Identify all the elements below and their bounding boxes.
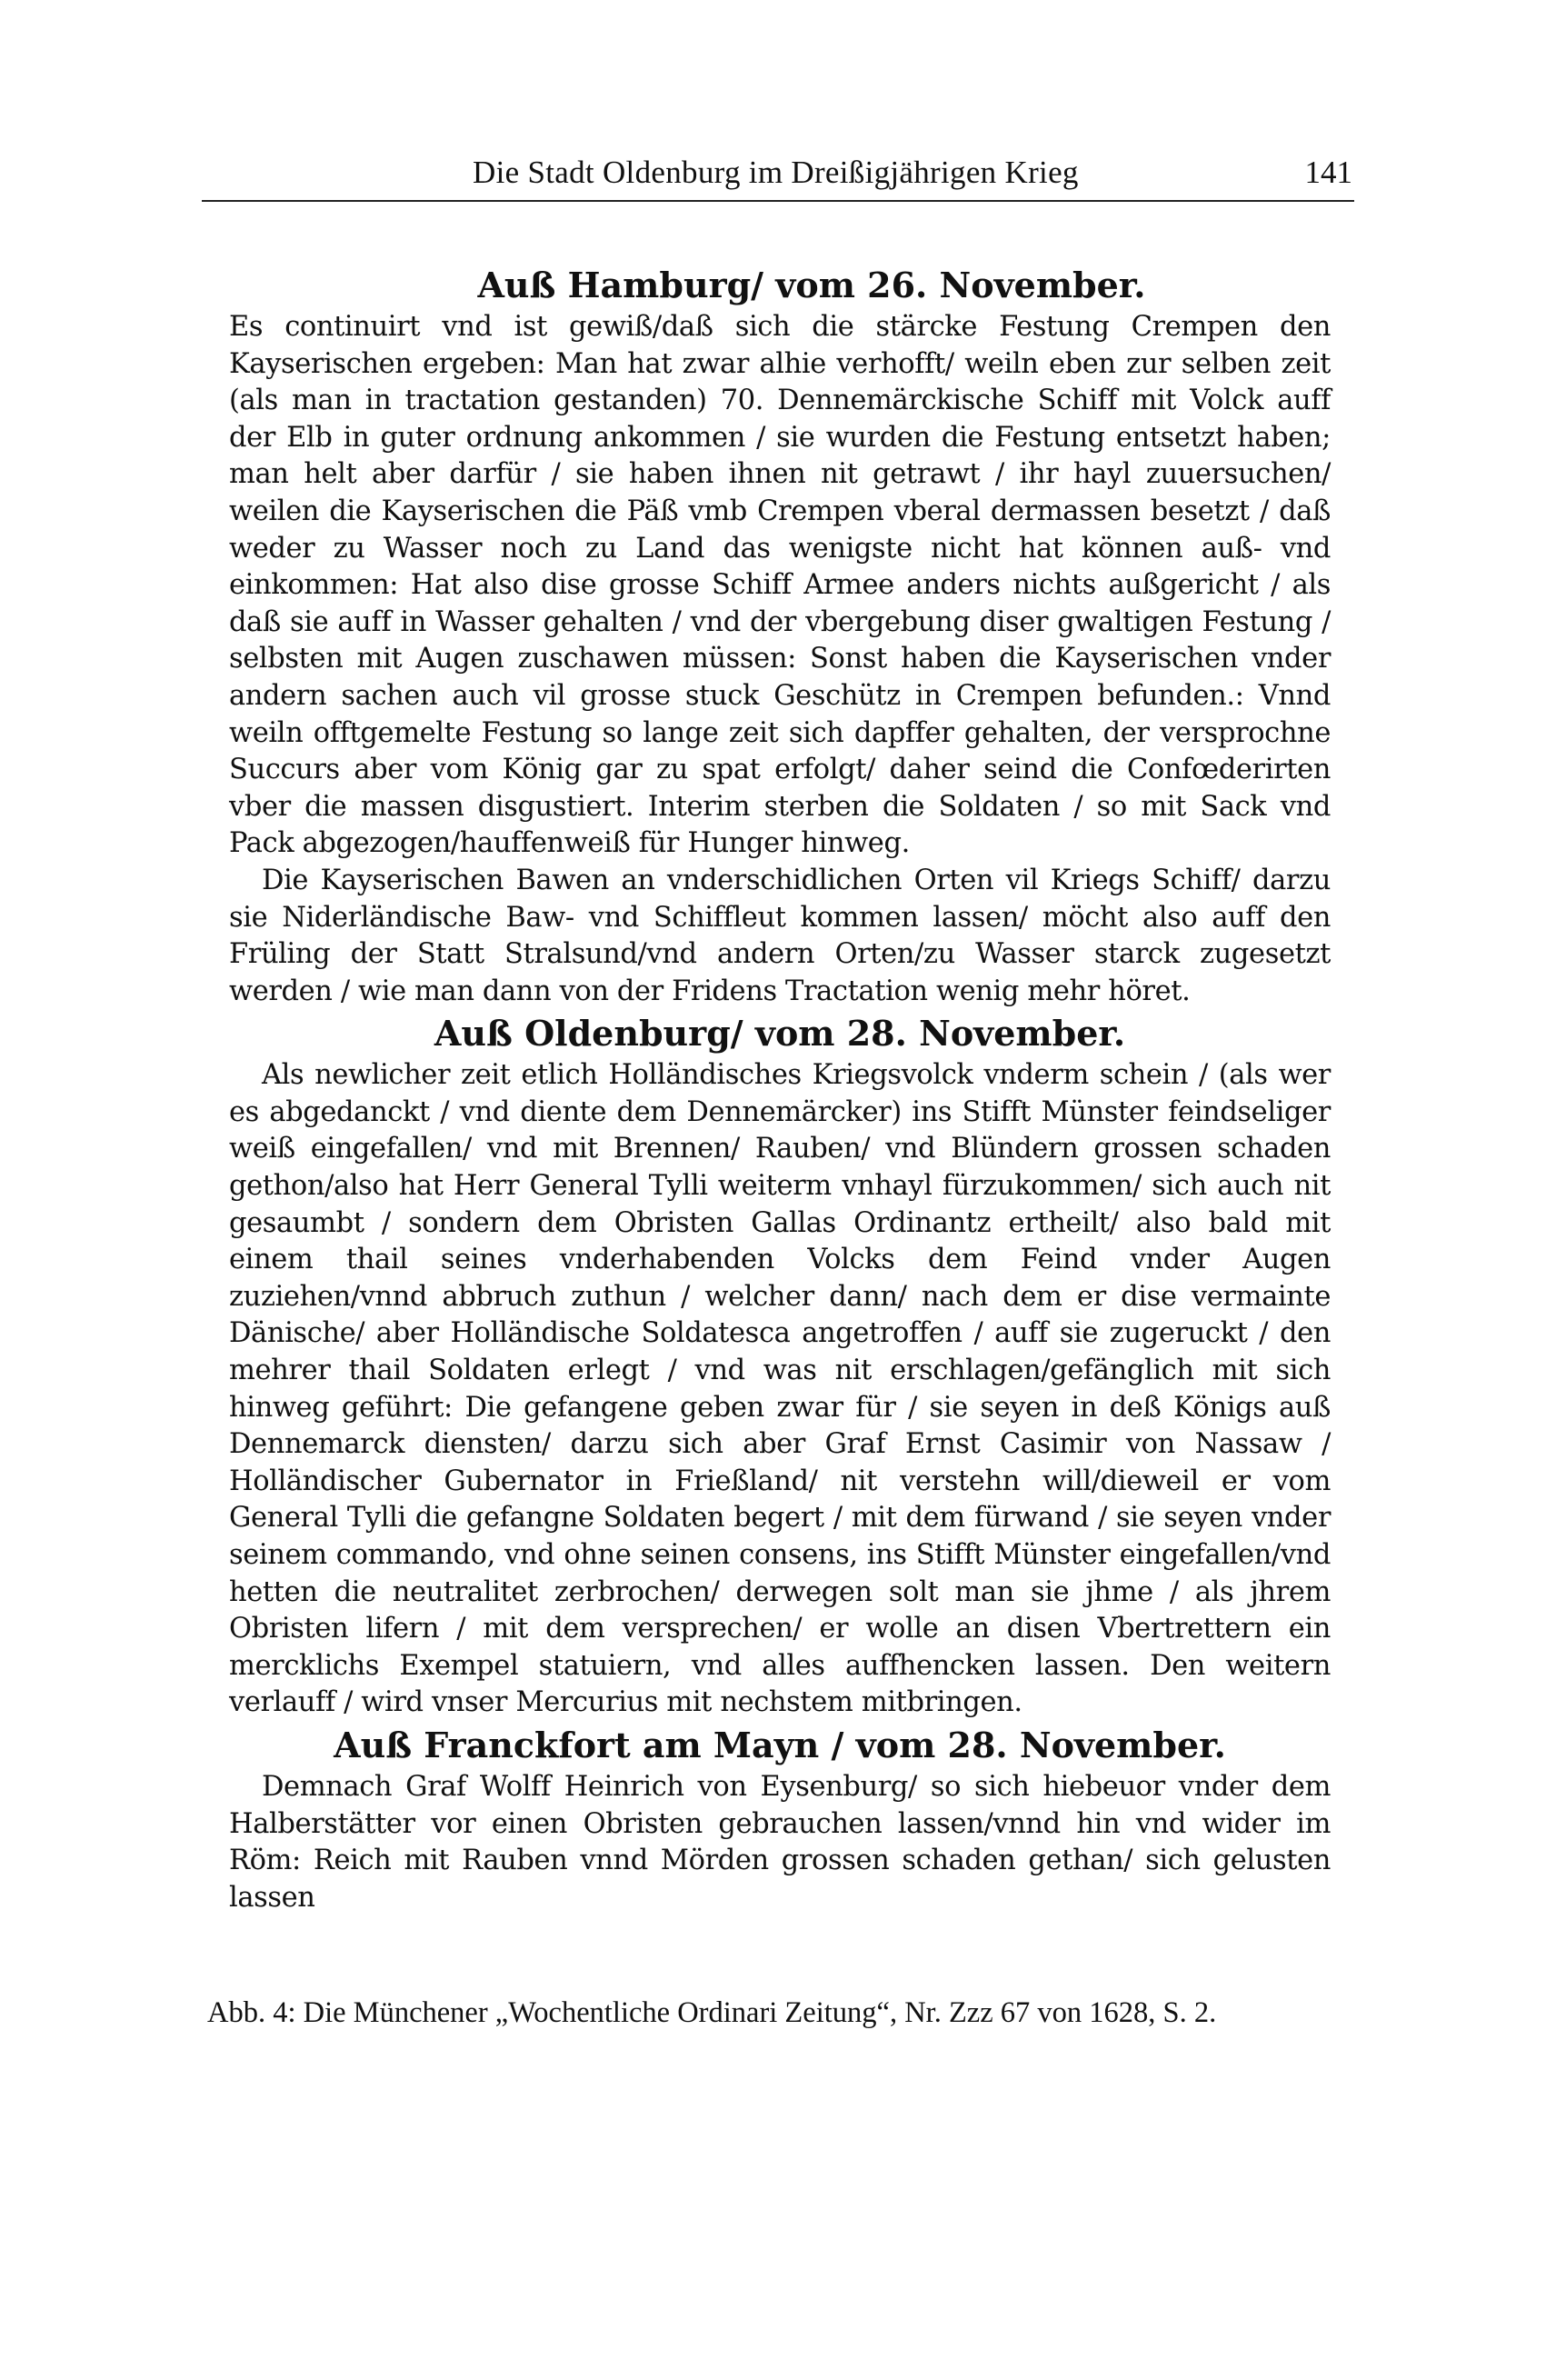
article-paragraph: Als newlicher zeit etlich Holländisches Kriegsvolck vnderm schein / (als wer es abgedanckt / vnd diente dem Dennemärcker) ins Stifft Münster feindseliger weiß eingefallen/ vnd mit Brennen/ Rauben/ vnd Blündern grossen schaden gethon/also hat Herr General Tylli weiterm vnhayl fürzukommen/ sich auch nit gesaumbt / sondern dem Obristen Gallas Ordinantz ertheilt/ also bald mit einem thail seines vnderhabenden Volcks dem Feind vnder Augen zuziehen/vnnd abbruch zuthun / welcher dann/ nach dem er dise vermainte Dänische/ aber Holländische Soldatesca angetroffen / auff sie zugeruckt / den mehrer thail Soldaten erlegt / vnd was nit erschlagen/gefänglich mit sich hinweg geführt: Die gefangene geben zwar für / sie seyen in deß Königs auß Dennemarck diensten/ darzu sich aber Graf Ernst Casimir von Nassaw / Holländischer Gubernator in Frießland/ nit verstehn will/dieweil er vom General Tylli die gefangne Soldaten begert / mit dem fürwand / sie seyen vnder seinem commando, vnd ohne seinen consens, ins Stifft Münster eingefallen/vnd hetten die neutralitet zerbrochen/ derwegen solt man sie jhme / als jhrem Obristen lifern / mit dem versprechen/ er wolle an disen Vbertrettern ein mercklichs Exempel statuiern, vnd alles auffhencken lassen. Den weitern verlauff / wird vnser Mercurius mit nechstem mitbringen. xyxy=(229,1059,1331,1719)
page-number: 141 xyxy=(1304,155,1352,190)
running-header xyxy=(0,144,1556,198)
article-paragraph: Demnach Graf Wolff Heinrich von Eysenburg/ so sich hiebeuor vnder dem Halberstätter vor einen Obristen gebrauchen lassen/vnnd hin vnd wider im Röm: Reich mit Rauben vnnd Mörden grossen schaden gethan/ sich gelusten lassen xyxy=(229,1770,1331,1914)
section-heading-oldenburg: Auß Oldenburg/ vom 28. November. xyxy=(434,1013,1126,1055)
section-heading-hamburg: Auß Hamburg/ vom 26. November. xyxy=(477,265,1146,305)
running-title: Die Stadt Oldenburg im Dreißigjährigen Krieg xyxy=(473,155,1079,190)
article-paragraph: Es continuirt vnd ist gewiß/daß sich die stärcke Festung Crempen den Kayserischen ergeben: Man hat zwar alhie verhofft/ weiln eben zur selben zeit (als man in tractation gestanden) 70. Dennemärckische Schiff mit Volck auff der Elb in guter ordnung ankommen / sie wurden die Festung entsetzt haben; man helt aber darfür / sie haben ihnen nit getrawt / ihr hayl zuuersuchen/ weilen die Kayserischen die Päß vmb Crempen vberal dermassen besetzt / daß weder zu Wasser noch zu Land das wenigste nicht hat können auß- vnd einkommen: Hat also dise grosse Schiff Armee anders nichts außgericht / als daß sie auff in Wasser gehalten / vnd der vbergebung diser gwaltigen Festung / selbsten mit Augen zuschawen müssen: Sonst haben die Kayserischen vnder andern sachen auch vil grosse stuck Geschütz in Crempen befunden.: Vnnd weiln offtgemelte Festung so lange zeit sich dapffer gehalten, der versprochne Succurs aber vom König gar zu spat erfolgt/ daher seind die Confœderirten vber die massen disgustiert. Interim sterben die Soldaten / so mit Sack vnd Pack abgezogen/hauffenweiß für Hunger hinweg. xyxy=(229,311,1331,860)
article-paragraph: Die Kayserischen Bawen an vnderschidlichen Orten vil Kriegs Schiff/ darzu sie Niderländische Baw- vnd Schiffleut kommen lassen/ möcht also auff den Früling der Statt Stralsund/vnd andern Orten/zu Wasser starck zugesetzt werden / wie man dann von der Fridens Tractation wenig mehr höret. xyxy=(229,864,1331,1007)
section-heading-frankfurt: Auß Franckfort am Mayn / vom 28. November. xyxy=(334,1724,1226,1765)
header-rule xyxy=(202,200,1354,202)
figure-caption: Abb. 4: Die Münchener „Wochentliche Ordinari Zeitung“, Nr. Zzz 67 von 1628, S. 2. xyxy=(207,1996,1217,2029)
newspaper-facsimile xyxy=(229,262,1331,2380)
